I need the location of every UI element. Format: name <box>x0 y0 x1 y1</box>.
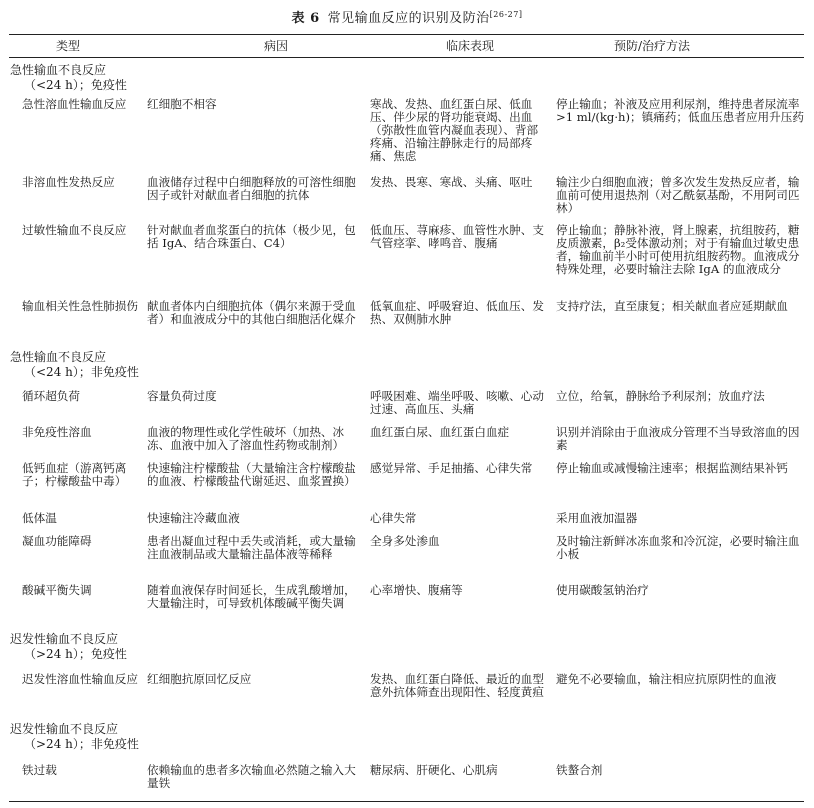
cell-symptoms: 血红蛋白尿、血红蛋白血症 <box>370 425 510 439</box>
cell-type: 低体温 <box>22 511 57 525</box>
cell-type: 输血相关性急性肺损伤 <box>22 299 138 313</box>
cell-symptoms: 全身多处渗血 <box>370 534 440 548</box>
cell-treatment: 铁螯合剂 <box>556 763 603 777</box>
cell-type: 非溶血性发热反应 <box>22 175 115 189</box>
cell-cause: 血液储存过程中白细胞释放的可溶性细胞因子或针对献血者白细胞的抗体 <box>147 175 356 202</box>
category-line: （<24 h）；免疫性 <box>24 78 127 92</box>
cell-treatment: 及时输注新鲜冰冻血浆和冷沉淀，必要时输注血小板 <box>556 534 800 561</box>
cell-treatment: 采用血液加温器 <box>556 511 638 525</box>
cell-cause: 红细胞抗原回忆反应 <box>147 672 252 686</box>
cell-treatment: 输注少白细胞血液；曾多次发生发热反应者，输血前可使用退热剂（对乙酰氨基酚，不用阿司匹林） <box>556 175 800 215</box>
cell-symptoms: 心律失常 <box>370 511 417 525</box>
cell-type: 低钙血症（游离钙离子；柠檬酸盐中毒） <box>22 461 127 488</box>
category-line: （>24 h）；非免疫性 <box>24 737 139 751</box>
category-heading <box>10 350 150 380</box>
category-line: （>24 h）；免疫性 <box>24 647 127 661</box>
cell-treatment: 避免不必要输血，输注相应抗原阴性的血液 <box>556 672 777 686</box>
category-line: 迟发性输血不良反应 <box>10 632 119 646</box>
category-line: 迟发性输血不良反应 <box>10 722 119 736</box>
cell-cause: 快速输注柠檬酸盐（大量输注含柠檬酸盐的血液、柠檬酸盐代谢延迟、血浆置换） <box>147 461 356 488</box>
cell-symptoms: 感觉异常、手足抽搐、心律失常 <box>370 461 533 475</box>
cell-treatment: 停止输血；静脉补液，肾上腺素，抗组胺药，糖皮质激素，β₂受体激动剂；对于有输血过敏史患者，输血前半小时可使用抗组胺药物。血液成分特殊处理，必要时输注去除 IgA 的血液成分 <box>556 223 800 276</box>
table-number: 表 6 <box>291 11 320 26</box>
cell-symptoms: 发热、畏寒、寒战、头痛、呕吐 <box>370 175 533 189</box>
cell-symptoms: 低氧血症、呼吸窘迫、低血压、发热、双侧肺水肿 <box>370 299 544 326</box>
cell-symptoms: 低血压、荨麻疹、血管性水肿、支气管痉挛、哮鸣音、腹痛 <box>370 223 544 250</box>
cell-treatment: 停止输血；补液及应用利尿剂，维持患者尿流率>1 ml/(kg·h)；镇痛药；低血压患者应用升压药 <box>556 97 804 124</box>
category-line: 急性输血不良反应 <box>10 350 107 364</box>
category-heading <box>10 63 150 93</box>
cell-type: 急性溶血性输血反应 <box>22 97 127 111</box>
cell-type: 铁过载 <box>22 763 57 777</box>
cell-cause: 红细胞不相容 <box>147 97 217 111</box>
header-type: 类型 <box>56 39 81 53</box>
header-symptoms: 临床表现 <box>446 39 495 53</box>
cell-cause: 患者出凝血过程中丢失或消耗，或大量输注血液制品或大量输注晶体液等稀释 <box>147 534 356 561</box>
category-line: （<24 h）；非免疫性 <box>24 365 139 379</box>
cell-type: 迟发性溶血性输血反应 <box>22 672 138 686</box>
cell-treatment: 停止输血或减慢输注速率；根据监测结果补钙 <box>556 461 788 475</box>
table-title: 常见输血反应的识别及防治 <box>327 11 490 26</box>
header-treatment: 预防/治疗方法 <box>614 39 691 53</box>
cell-symptoms: 心率增快、腹痛等 <box>370 583 463 597</box>
cell-cause: 容量负荷过度 <box>147 389 217 403</box>
header-rule <box>9 57 804 58</box>
header-cause: 病因 <box>264 39 289 53</box>
cell-symptoms: 糖尿病、肝硬化、心肌病 <box>370 763 498 777</box>
cell-cause: 血液的物理性或化学性破坏（加热、冰冻、血液中加入了溶血性药物或制剂） <box>147 425 345 452</box>
cell-treatment: 使用碳酸氢钠治疗 <box>556 583 649 597</box>
cell-cause: 快速输注冷藏血液 <box>147 511 240 525</box>
cell-type: 循环超负荷 <box>22 389 80 403</box>
cell-treatment: 支持疗法，直至康复；相关献血者应延期献血 <box>556 299 788 313</box>
bottom-rule <box>9 801 804 802</box>
cell-cause: 依赖输血的患者多次输血必然随之输入大量铁 <box>147 763 356 790</box>
top-rule <box>9 34 804 35</box>
citation-ref: [26-27] <box>489 10 523 19</box>
cell-symptoms: 寒战、发热、血红蛋白尿、低血压、伴少尿的肾功能衰竭、出血（弥散性血管内凝血表现）、背部疼痛、沿输注静脉走行的局部疼痛、焦虑 <box>370 97 539 163</box>
cell-treatment: 立位，给氧，静脉给予利尿剂；放血疗法 <box>556 389 765 403</box>
cell-symptoms: 发热、血红蛋白降低、最近的血型意外抗体筛查出现阳性、轻度黄疸 <box>370 672 544 699</box>
cell-cause: 针对献血者血浆蛋白的抗体（极少见，包括 IgA、结合珠蛋白、C4） <box>147 223 356 250</box>
cell-type: 酸碱平衡失调 <box>22 583 92 597</box>
cell-treatment: 识别并消除由于血液成分管理不当导致溶血的因素 <box>556 425 800 452</box>
cell-cause: 献血者体内白细胞抗体（偶尔来源于受血者）和血液成分中的其他白细胞活化媒介 <box>147 299 356 326</box>
cell-cause: 随着血液保存时间延长，生成乳酸增加，大量输注时，可导致机体酸碱平衡失调 <box>147 583 356 610</box>
category-heading <box>10 632 150 662</box>
cell-type: 非免疫性溶血 <box>22 425 92 439</box>
cell-type: 凝血功能障碍 <box>22 534 92 548</box>
cell-symptoms: 呼吸困难、端坐呼吸、咳嗽、心动过速、高血压、头痛 <box>370 389 544 416</box>
category-line: 急性输血不良反应 <box>10 63 107 77</box>
cell-type: 过敏性输血不良反应 <box>22 223 127 237</box>
table-caption <box>0 7 814 26</box>
category-heading <box>10 722 150 752</box>
